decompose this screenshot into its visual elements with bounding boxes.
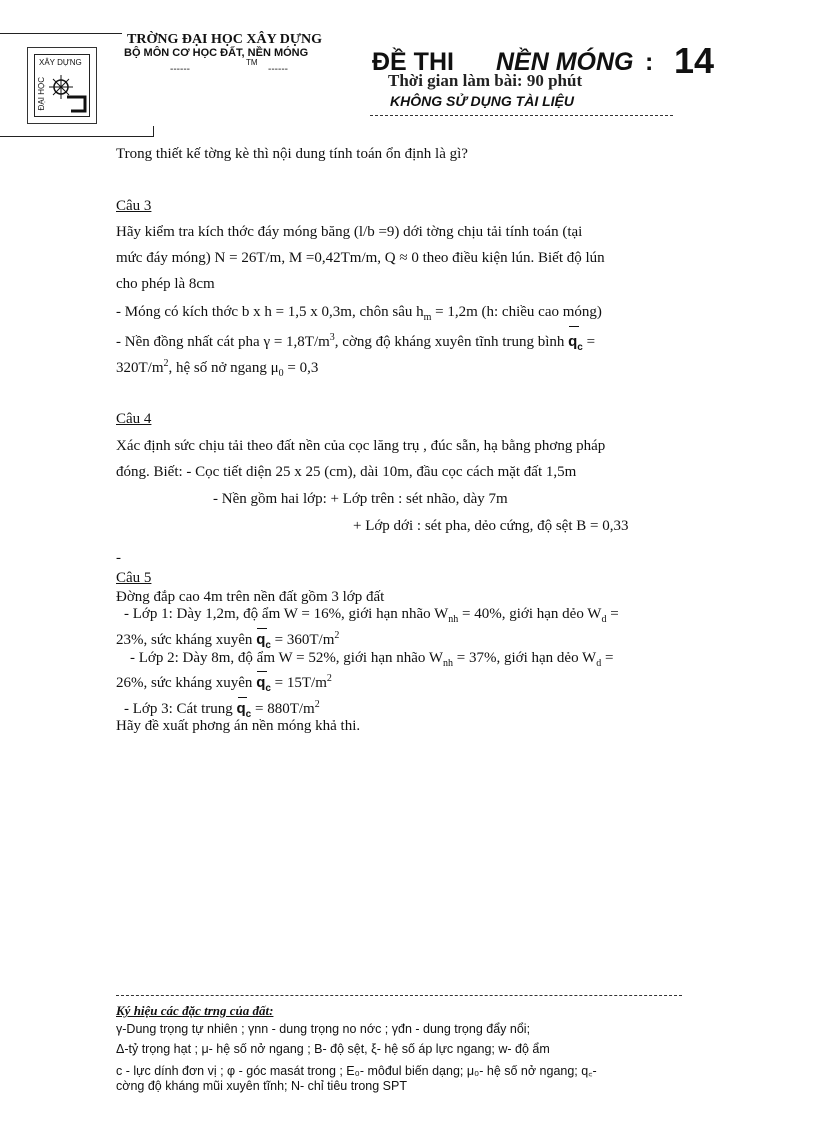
q4-line-4: + Lớp dới : sét pha, dẻo cứng, độ sệt B = 0,33: [353, 518, 629, 534]
q5-line-3-sup: 2: [334, 630, 340, 641]
q5-line-4-a: - Lớp 2: Dày 8m, độ ẩm W = 52%, giới hạn nhão W: [130, 650, 444, 666]
qc-q: q: [256, 674, 266, 691]
q5-heading: Câu 5: [116, 570, 152, 586]
q5-line-1: Đờng đắp cao 4m trên nền đất gồm 3 lớp đất: [116, 589, 385, 605]
q5-line-4-sub1: nh: [443, 658, 454, 669]
school-logo: [27, 47, 97, 124]
intro-question: Trong thiết kế tờng kè thì nội dung tính toán ổn định là gì?: [116, 146, 468, 162]
header-dash-left: ------: [170, 64, 190, 75]
header-dash-right: ------: [268, 64, 288, 75]
q5-line-4-sub2: d: [596, 658, 602, 669]
q5-line-2: [124, 605, 619, 629]
title-colon: :: [645, 48, 654, 76]
qc-symbol: [568, 329, 583, 361]
qc-q: q: [236, 700, 246, 717]
q4-line-1: Xác định sức chịu tải theo đất nền của cọc lăng trụ , đúc sẵn, hạ bằng phơng pháp: [116, 438, 606, 454]
q5-line-2-sub2: d: [601, 614, 607, 625]
q5-line-5: [116, 670, 332, 698]
q3-line-5-c: =: [582, 334, 596, 350]
q4-line-2: đóng. Biết: - Cọc tiết diện 25 x 25 (cm), dài 10m, đầu cọc cách mặt đất 1,5m: [116, 464, 577, 480]
qc-sub: c: [245, 709, 252, 720]
q4-heading: Câu 4: [116, 411, 152, 427]
q5-line-3-b: = 360T/m: [270, 632, 335, 648]
q5-line-4-c: =: [601, 650, 614, 666]
qc-sub: c: [265, 683, 271, 694]
q5-line-6-sup: 2: [314, 699, 320, 710]
q3-line-3: cho phép là 8cm: [116, 276, 215, 292]
legend-line-2: Δ-tỷ trọng hạt ; μ- hệ số nở ngang ; B- độ sệt, ξ- hệ số áp lực ngang; w- độ ẩm: [116, 1042, 550, 1056]
no-documents-note: KHÔNG SỬ DỤNG TÀI LIỆU: [390, 93, 574, 109]
legend-line-1: γ-Dung trọng tự nhiên ; γnn - dung trọng no nớc ; γđn - dung trọng đẩy nổi;: [116, 1022, 531, 1036]
q5-line-7: Hãy đề xuất phơng án nền móng khả thi.: [116, 718, 361, 734]
legend-line-3: c - lực dính đơn vị ; φ - góc masát trong ; E₀- môđul biến dạng; μ₀- hệ số nở ngang; q꜀-: [116, 1064, 597, 1078]
q5-line-4-b: = 37%, giới hạn dẻo W: [453, 650, 597, 666]
q5-line-5-sup: 2: [326, 673, 332, 684]
q3-line-4-b: = 1,2m (h: chiều cao móng): [431, 304, 602, 320]
logo-side-text: ĐẠI HỌC: [37, 77, 46, 111]
q4-line-3: - Nền gồm hai lớp: + Lớp trên : sét nhão, dày 7m: [213, 491, 508, 507]
header-rule-bottom: [0, 136, 154, 137]
q4-dash: -: [116, 550, 121, 566]
exam-number: 14: [674, 40, 715, 81]
q3-line-2: mức đáy móng) N = 26T/m, M =0,42Tm/m, Q ≈ 0 theo điều kiện lún. Biết độ lún: [116, 250, 605, 266]
exam-title: ĐỀ THI: [372, 48, 454, 76]
school-name: TRỜNG ĐẠI HỌC XÂY DỰNG: [127, 32, 322, 47]
qc-q: q: [568, 333, 578, 350]
q5-line-5-a: 26%, sức kháng xuyên: [116, 675, 257, 691]
qc-q: q: [256, 631, 266, 648]
legend-line-4: cờng độ kháng mũi xuyên tĩnh; N- chỉ tiêu trong SPT: [116, 1079, 407, 1093]
q5-line-2-a: - Lớp 1: Dày 1,2m, độ ẩm W = 16%, giới hạn nhão W: [124, 606, 449, 622]
q3-line-6: [116, 351, 318, 387]
q5-line-6-a: - Lớp 3: Cát trung: [124, 701, 237, 717]
q3-line-5-sup: 3: [329, 332, 335, 343]
q5-line-2-b: = 40%, giới hạn dẻo W: [458, 606, 602, 622]
q3-line-5-a: - Nền đồng nhất cát pha γ = 1,8T/m: [116, 334, 330, 350]
legend-title: Ký hiệu các đặc trng của đất:: [116, 1003, 274, 1018]
qc-sub: c: [265, 640, 271, 651]
header-tm: TM: [246, 58, 258, 67]
q3-line-4-a: - Móng có kích thớc b x h = 1,5 x 0,3m, chôn sâu h: [116, 304, 424, 320]
header-rule-tick: [153, 126, 154, 137]
qc-sub: c: [577, 342, 583, 353]
logo-frame: [34, 54, 90, 117]
q3-line-4-sub: m: [423, 312, 432, 323]
legend-dashed-rule: [116, 995, 682, 996]
q5-line-5-b: = 15T/m: [270, 675, 327, 691]
q3-line-6-c: = 0,3: [283, 360, 319, 376]
q3-line-6-b: , hệ số nở ngang μ: [168, 360, 279, 376]
q3-line-6-sub: 0: [278, 368, 284, 379]
q5-line-2-sub1: nh: [448, 614, 459, 625]
q3-line-1: Hãy kiểm tra kích thớc đáy móng băng (l/b =9) dới tờng chịu tải tính toán (tại: [116, 224, 583, 240]
header-rule-left: [0, 33, 122, 34]
qc-symbol: [256, 674, 271, 698]
exam-time: Thời gian làm bài: 90 phút: [388, 71, 583, 90]
department-name: BỘ MÔN CƠ HỌC ĐẤT, NỀN MÓNG: [124, 47, 309, 59]
q3-line-5-b: , cờng độ kháng xuyên tĩnh trung bình: [334, 334, 569, 350]
logo-emblem-icon: [35, 55, 91, 118]
q3-line-6-a: 320T/m: [116, 360, 164, 376]
q3-heading: Câu 3: [116, 198, 152, 214]
logo-top-text: XÂY DỰNG: [39, 58, 82, 67]
q5-line-6-b: = 880T/m: [251, 701, 315, 717]
q3-line-6-sup: 2: [163, 358, 169, 369]
exam-subject: NỀN MÓNG: [496, 48, 634, 76]
title-dashed-rule: [370, 115, 673, 116]
q5-line-2-c: =: [606, 606, 619, 622]
q5-line-3-a: 23%, sức kháng xuyên: [116, 632, 257, 648]
